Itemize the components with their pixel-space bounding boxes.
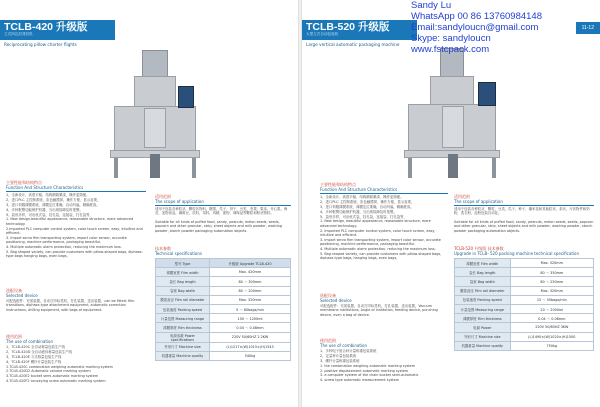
left-use_items-item: 3.TCLB-420E2 bucket semi-automatic marking system (6, 374, 99, 379)
left-spec-key: 型号 Type (156, 259, 210, 268)
right-spec-key: 薄膜厚度 Film thickness (455, 314, 511, 323)
contact-overlay (411, 0, 600, 55)
right-name-cn: 大型立式自动包装机 (306, 32, 339, 36)
left-scope-title-cn: 适用范围 (155, 194, 171, 199)
left-spec-key: 机器重量 Machine quality (156, 351, 210, 360)
left-spec-key: 薄膜宽度 Film width (156, 268, 210, 277)
right-spec-key: 外形尺寸 Machine size (455, 332, 511, 341)
left-spec-value: 80 ～ 300mm (210, 277, 291, 286)
left-page (0, 0, 298, 407)
right-spec-row (455, 295, 594, 304)
right-spec-row (455, 332, 594, 341)
left-spec-row (156, 332, 291, 342)
right-use_items-item: 4. screw type automatic measurement system (320, 378, 400, 383)
left-scope-text-cn: 适用于包装各种粒状，颗粒状物料，糖果，瓜子，饼干，豆类，坚果，果冻，开心果，海苔，宠物食品，咖啡豆，饮料，饲料，鸡精，面粉，调味品等颗粒和粉状物料。 (155, 207, 288, 216)
left-selected-title-en: Selected device (6, 293, 38, 298)
right-name-en: Large vertical automatic packaging machine (306, 42, 400, 47)
right-spec-key: 薄膜宽度 Film width (455, 259, 511, 268)
left-spec-row (156, 323, 291, 332)
left-scope-text-en: Suitable for all kinds of puffed food, candy, peanuts, melon seeds, seeds, popcorn and other granular, strip, sheet objects and milk powder, washing powder, starch powder packaging automation objects (155, 220, 282, 233)
left-func_items-item: 1. New design,beautiful appearance, reasonable structure, more advanced technology. (6, 217, 134, 226)
right-selected-text: 可配选配件：充氮装置，自动打印标签机，打孔装置，送出装置，Vacuum membrane institutions, Angle of institution, feeding device, punching device, even a bag of device. (320, 304, 438, 317)
left-func-title-en: Function And Structure Characteristics (6, 185, 84, 190)
left-use_items-item: 4、TCLB-420F 螺杆计量包装生产线 (6, 359, 62, 364)
right-use_items-item: 3、螺杆计量称重包装系统 (320, 358, 360, 363)
right-scope-text-en: Suitable for all kinds of puffed food, candy, peanuts, melon seeds, seeds, popcorn and other granular, strip, sheet objects and milk powder, washing powder, starch powder packaging automation objects. (454, 220, 594, 233)
right-spec-row (455, 314, 594, 323)
right-use-list (320, 349, 448, 383)
left-func_items-item: 2、进口PLC 主控制系统，彩色触摸屏，操作方便，显示直观， (6, 197, 101, 202)
left-spec-key: 袋长 Bag length (156, 277, 210, 286)
right-page (302, 0, 600, 407)
left-spec-key: 膜卷直径 Film roll diameter (156, 295, 210, 304)
left-use_items-item: 3、TCLB-420E 斗式称量包装生产线 (6, 354, 62, 359)
right-selected-title-en: Selected device (320, 298, 352, 303)
left-spec-key: 袋宽 Bag width (156, 286, 210, 295)
left-spec-table (155, 258, 291, 361)
left-spec-value: 540kg (210, 351, 291, 360)
left-spec-row (156, 268, 291, 277)
left-use_items-item: 1、TCLB-420C 全自动称量包装生产线 (6, 345, 66, 349)
right-model-title: TCLB-520 升级版 (306, 21, 390, 33)
left-use_items-item: 2、TCLB-420D 全自动液体称量包装生产线 (6, 349, 73, 354)
right-spec-row (455, 268, 594, 277)
right-spec-row (455, 304, 594, 313)
right-spec-value: Max. 320mm (510, 286, 593, 295)
right-spec-value: 80 ～ 350mm (510, 268, 593, 277)
left-spec-key: 包装速度 Packing speed (156, 304, 210, 313)
left-spec-title-en: Technical specifications (155, 251, 202, 256)
right-func_items-item: 5. Bag shaped variety, can provide customers with pillow-shaped bags, diphase-type bags, hanging bags, even bags, (320, 251, 442, 261)
right-spec-value: 15 ～ 50bags/min (510, 295, 593, 304)
left-use-title-en: The use of combination (6, 339, 54, 344)
left-func-list (6, 193, 146, 259)
left-scope-divider (155, 205, 291, 206)
left-spec-title-cn: 技术参数 (155, 246, 171, 251)
right-func_items-item: 2、进口PLC 主控制系统，彩色触摸屏，操作方便，显示直观， (320, 199, 415, 204)
right-spec-row (455, 277, 594, 286)
left-func_items-item: 4、多种报警功能保护机器，当出现故障及时报警。 (6, 207, 83, 212)
left-func_items-item: 5、袋形多样，可出枕式袋，挂孔袋，连接袋，打孔袋等， (6, 212, 93, 217)
right-use_items-item: 3. a computer system of the chain bucket semi-automatic (320, 373, 419, 378)
left-use-list (6, 345, 146, 384)
left-name-cn: 立式四边封背封机 (4, 32, 33, 36)
right-func_items-item: 1、全新设计，高度平稳，结构精简紧凑，操作更简便。 (320, 195, 404, 199)
left-spec-key: 电源参数 Power specifications (156, 332, 210, 342)
left-selected-text: 可配选配件：充氮装置，自动打印标签机，打孔装置，送出装置，can be fitted: film transitions, diphase-type attachment equipment, automatic correction instructions, drilling equipment, with bags of equipment. (6, 299, 135, 312)
right-spec-key: 袋长 Bag length (455, 268, 511, 277)
right-use-title-cn: 使用范围 (320, 338, 336, 343)
right-use_items-item: 2. positive displacement automatic marking system (320, 368, 409, 373)
right-spec-value: 220V 50/60HZ 3KW (510, 323, 593, 332)
right-spec-key: 电源 Power (455, 323, 511, 332)
right-spec-key: 袋宽 Bag width (455, 277, 511, 286)
right-spec-value: Max. 520mm (510, 259, 593, 268)
right-spec-value: 0.04 ～ 0.08mm (510, 314, 593, 323)
right-func_items-item: 1. New design, beautiful appearance, reasonable structure, more advanced technology. (320, 219, 431, 228)
left-scope-title-en: The scope of application (155, 199, 204, 204)
left-use_items-item: 4.TCLB-420F2 conveying screw automatic marking system (6, 379, 106, 384)
left-spec-row (156, 314, 291, 323)
right-use_items-item: 1. the combination weighing automatic marking system (320, 363, 416, 368)
right-machine-photo (392, 48, 512, 180)
right-spec-key: 包装速度 Packing speed (455, 295, 511, 304)
left-func_items-item: 5. Bag shaped variety, can provide customers with pillow-shaped bags, diphase-type bags hanging bags, even bags, (6, 249, 143, 259)
right-scope-title-cn: 适用范围 (454, 194, 470, 199)
left-spec-value: 150 ～ 1200ml (210, 314, 291, 323)
left-selected-title-cn: 选配设备 (6, 288, 22, 293)
left-spec-value: 80 ～ 200mm (210, 286, 291, 295)
right-selected-title-cn: 选配设备 (320, 293, 336, 298)
right-func_items-item: 2. Imported PLC computer control system, color touch screen, easy, intuitive and efficient. (320, 228, 436, 237)
right-spec-row (455, 323, 594, 332)
left-use_items-item: 2.TCLB-420D2 Automatic volume marking system (6, 369, 91, 374)
right-spec-row (455, 259, 594, 268)
left-spec-value: Max. 420mm (210, 268, 291, 277)
right-spec-row (455, 286, 594, 295)
left-header (0, 0, 298, 47)
left-model-title: TCLB-420 升级版 (4, 21, 88, 33)
left-spec-row (156, 259, 291, 268)
left-spec-value: Max. 320mm (210, 295, 291, 304)
left-use_items-item: 1.TCLB-420C combination weighing automatic marking system (6, 364, 113, 369)
left-spec-key: 薄膜厚度 Film thickness (156, 323, 210, 332)
left-spec-value: 220V 50/60HZ 2.2KW (210, 332, 291, 342)
left-func_items-item: 1、全新设计，高度平稳，结构精简紧凑，操作更简便。 (6, 193, 90, 197)
right-func_items-item: 3. Import servo film transporting system, import color sensor, accurate positioning, machine performance, packaging beautiful. (320, 237, 441, 247)
left-name-en: Reciprocating pillow charter flights (4, 42, 77, 47)
contact-name: Sandy Lu (411, 0, 452, 11)
right-func-title-cn: 主要性能和结构特点 (320, 182, 356, 187)
right-spec-value: 750kg (510, 341, 593, 350)
left-spec-row (156, 286, 291, 295)
left-spec-row (156, 304, 291, 313)
left-use-title-cn: 使用范围 (6, 334, 22, 339)
left-spec-row (156, 351, 291, 360)
right-spec-value: 80 ～ 250mm (510, 277, 593, 286)
right-spec-title-en: Upgrade in TCLB- 520 packing machine technical specification (454, 251, 579, 256)
right-scope-text-cn: 适用于包装各种粒状，颗粒，豆类，瓜子，种子，爆米花和其他粒状，条状，片状物件和奶粉，洗衣粉，淀粉包装自动化。 (454, 207, 590, 216)
right-func_items-item: 5、袋形多样，可出枕式袋，挂孔袋，连接袋，打孔袋等， (320, 214, 407, 219)
right-spec-table (454, 258, 594, 351)
right-spec-key: 机器重量 Machine quality (455, 341, 511, 350)
left-func-title-cn: 主要性能和结构特点 (6, 180, 42, 185)
left-spec-value: 0.04 ～ 0.08mm (210, 323, 291, 332)
left-spec-value: (L)1217×(W)1015×(H)1343 (210, 342, 291, 351)
right-spec-row (455, 341, 594, 350)
left-machine-photo (100, 50, 210, 180)
left-func_items-item: 3、进口伺服薄膜系统，薄膜定位准确，自动纠偏，精确度高。 (6, 202, 100, 207)
right-func_items-item: 4. Multiple automatic alarm protection, reducing the maximum loss. (320, 247, 436, 252)
left-func_items-item: 4. Multiple automatic alarm protection, reducing the maximum loss. (6, 245, 122, 250)
contact-skype: Skype: sandyloucn (411, 33, 491, 44)
left-spec-row (156, 342, 291, 351)
right-use_items-item: 1、多种电子组合秤计量称重包装系统 (320, 349, 377, 353)
right-func-divider (320, 193, 448, 194)
left-func-divider (6, 191, 146, 192)
right-scope-divider (454, 205, 594, 206)
right-func-list (320, 195, 448, 261)
right-func_items-item: 4、多种报警功能保护机器，当出现故障及时报警。 (320, 209, 397, 214)
left-spec-row (156, 295, 291, 304)
contact-email[interactable]: Email:sandyloucn@gmail.com (411, 22, 539, 33)
left-spec-value: 5 ～ 60bags/min (210, 304, 291, 313)
right-spec-value: 20 ～ 2000ml (510, 304, 593, 313)
right-spec-title-cn: TCLB-520 升级版 技术参数 (454, 246, 504, 251)
left-spec-key: 外形尺寸 Machine size (156, 342, 210, 351)
left-func_items-item: 3. Import servo film transporting system, import color sensor, accurate positioning, machine performance, packaging beautiful. (6, 235, 127, 245)
left-spec-key: 计量范围 Measuring range (156, 314, 210, 323)
right-use-title-en: The use of combination (320, 343, 368, 348)
right-func_items-item: 3、进口伺服薄膜系统，薄膜定位准确，自动纠偏，精确度高。 (320, 204, 414, 209)
right-spec-value: (L)1490×(W)1020×(H)1500 (510, 332, 593, 341)
right-func-title-en: Function And Structure Characteristics (320, 187, 398, 192)
page-number-badge: 11-12 (576, 22, 600, 34)
right-scope-title-en: The scope of application (454, 199, 503, 204)
right-spec-key: 膜卷直径 Film roll diameter (455, 286, 511, 295)
right-use_items-item: 2、定量杯计量包装系统 (320, 353, 357, 358)
left-func_items-item: 2.Imported PLC computer control system, color touch screen, easy, intuitive and efficient. (6, 226, 143, 235)
contact-whatsapp: WhatsApp 00 86 13760984148 (411, 11, 542, 22)
right-spec-key: 计量范围 Measuring range (455, 304, 511, 313)
left-spec-value: 升级版 Upgrade TCLB-420 (210, 259, 291, 268)
left-spec-row (156, 277, 291, 286)
contact-website[interactable]: www.fstcpack.com (411, 44, 490, 55)
